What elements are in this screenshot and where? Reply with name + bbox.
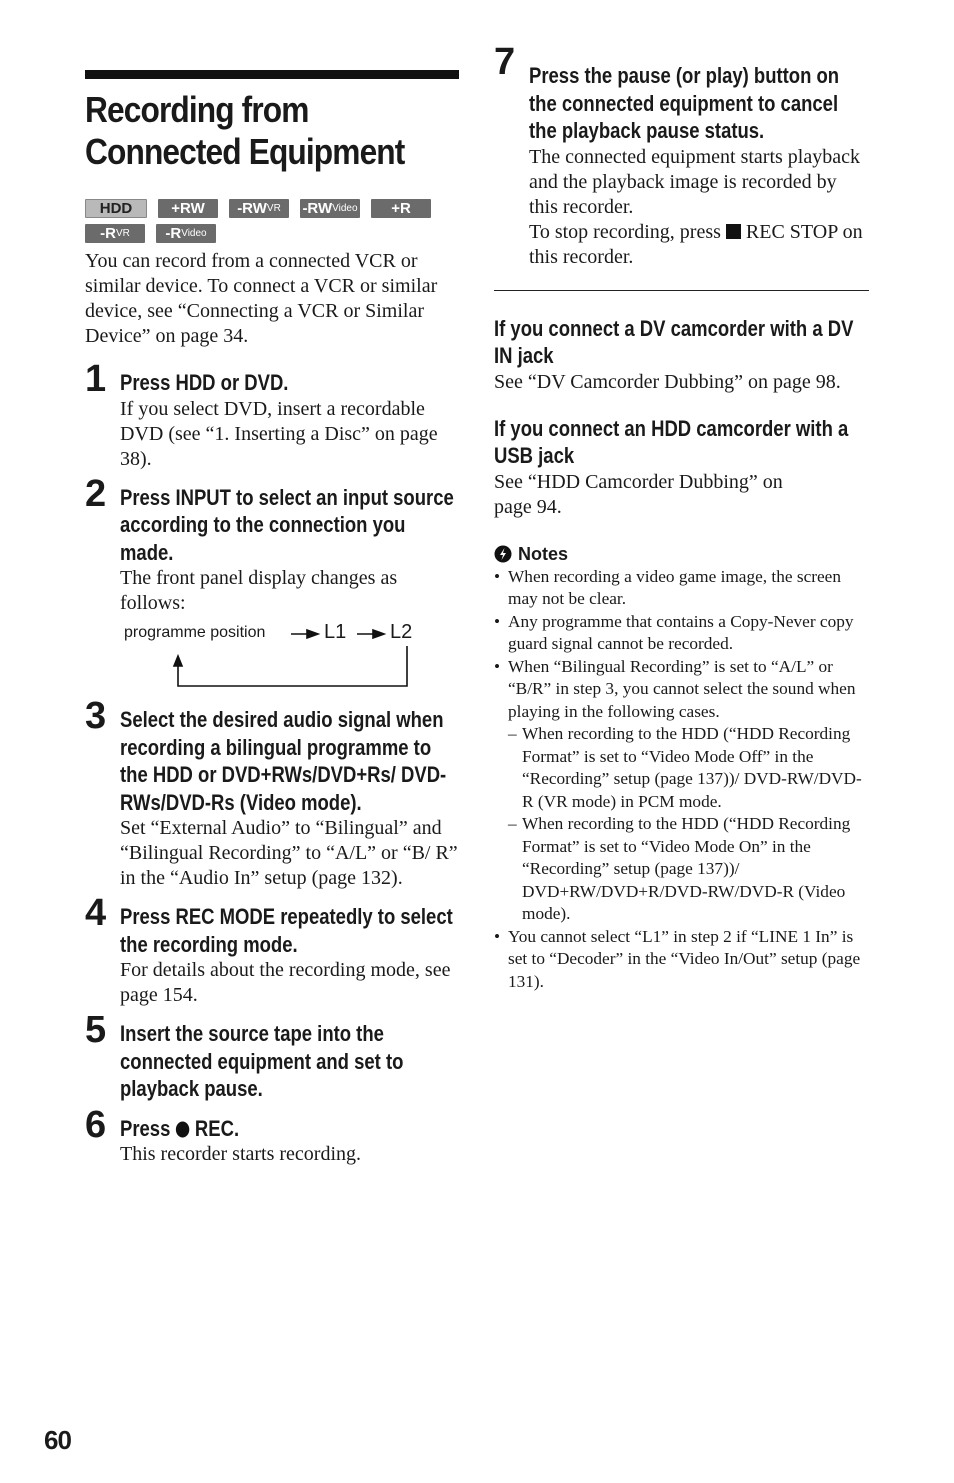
page-title: Recording from Connected Equipment	[85, 89, 405, 172]
diagram-l1: L1	[324, 621, 347, 643]
step-text-stop: To stop recording, press REC STOP on this recorder.	[529, 220, 863, 268]
step-number: 7	[494, 41, 516, 83]
step-text: If you select DVD, insert a recordable DVD (see “1. Inserting a Disc” on page 38).	[120, 397, 438, 470]
step-3	[85, 695, 459, 891]
note-sublist	[508, 723, 869, 926]
title-rule	[85, 70, 459, 79]
step-number: 6	[85, 1103, 107, 1146]
step-heading: Press the pause (or play) button on the connected equipment to cancel the playback pause status.	[529, 63, 840, 143]
badge-plus-rw: +RW	[158, 199, 218, 218]
right-column	[494, 41, 869, 993]
notes-heading: Notes	[494, 542, 869, 566]
step-4	[85, 892, 459, 1008]
left-column	[85, 70, 459, 1167]
step-heading: Press HDD or DVD.	[120, 370, 289, 395]
note-item: • When “Bilingual Recording” is set to “A/L” or “B/R” in step 3, you cannot select the sound when playing in the following cases. – When recording to the HDD (“HDD Recording Format” is set to “Video Mode Off” in the “Recording” setup (page 137))/ DVD-RW/DVD-R (VR mode) in PCM mode. – When recording to the HDD (“HDD Recording Format” is set to “Video Mode On” in the “Recording” setup (page 137))/ DVD+RW/DVD+R/DVD-RW/DVD-R (Video mode).	[494, 656, 869, 926]
step-7	[494, 41, 869, 270]
step-1	[85, 358, 459, 472]
note-subitem: – When recording to the HDD (“HDD Recording Format” is set to “Video Mode On” in the “Recording” setup (page 137))/ DVD+RW/DVD+R/DVD-RW/DVD-R (Video mode).	[508, 814, 851, 923]
disc-badges	[85, 199, 445, 243]
stop-square-icon	[726, 224, 741, 239]
step-text: Set “External Audio” to “Bilingual” and “Bilingual Recording” to “A/L” or “B/ R” in the “Audio In” setup (page 132).	[120, 817, 458, 889]
input-cycle-diagram	[124, 621, 459, 694]
note-item: • When recording a video game image, the screen may not be clear.	[494, 566, 841, 608]
diagram-l2: L2	[390, 621, 413, 643]
step-heading: Press REC.	[120, 1115, 240, 1141]
badge-minus-rw-vr: -RW VR	[229, 199, 289, 218]
step-6	[85, 1103, 459, 1168]
step-heading: Insert the source tape into the connected equipment and set to playback pause.	[120, 1021, 404, 1101]
note-item: • You cannot select “L1” in step 2 if “LINE 1 In” is set to “Decoder” in the “Video In/Out” setup (page 131).	[494, 926, 861, 991]
step-number: 5	[85, 1009, 107, 1051]
badge-plus-r: +R	[371, 199, 431, 218]
step-5	[85, 1009, 459, 1103]
intro-text: You can record from a connected VCR or similar device. To connect a VCR or similar device, see “Connecting a VCR or Similar Device” on page 34.	[85, 250, 438, 347]
notes-list	[494, 566, 869, 994]
section-divider	[494, 290, 869, 291]
usb-heading: If you connect an HDD camcorder with a USB jack	[494, 415, 849, 468]
step-number: 4	[85, 892, 107, 934]
step-number: 2	[85, 472, 107, 515]
dv-text: See “DV Camcorder Dubbing” on page 98.	[494, 370, 841, 393]
step-heading: Press REC MODE repeatedly to select the recording mode.	[120, 904, 453, 957]
step-heading: Select the desired audio signal when recording a bilingual programme to the HDD or DVD+RWs/DVD+Rs/ DVD-RWs/DVD-Rs (Video mode).	[120, 707, 447, 815]
diagram-programme-position: programme position	[124, 624, 266, 641]
page-number: 60	[44, 1425, 71, 1455]
note-item: • Any programme that contains a Copy-Never copy guard signal cannot be recorded.	[494, 611, 854, 653]
usb-text: See “HDD Camcorder Dubbing” on page 94.	[494, 470, 783, 518]
badge-hdd: HDD	[85, 199, 147, 218]
step-text: The front panel display changes as follows:	[120, 567, 398, 614]
step-number: 1	[85, 358, 107, 400]
step-text: For details about the recording mode, see page 154.	[120, 959, 451, 1006]
step-heading: Press INPUT to select an input source according to the connection you made.	[120, 484, 454, 565]
dv-heading: If you connect a DV camcorder with a DV IN jack	[494, 315, 854, 368]
step-text: This recorder starts recording.	[120, 1143, 362, 1165]
step-text: The connected equipment starts playback and the playback image is recorded by this recorder.	[529, 145, 860, 218]
badge-minus-rw-video: -RW Video	[300, 199, 360, 218]
badge-minus-r-vr: -R VR	[85, 224, 145, 243]
notes-icon	[494, 545, 512, 563]
step-number: 3	[85, 695, 107, 737]
note-subitem: – When recording to the HDD (“HDD Recording Format” is set to “Video Mode Off” in the “Recording” setup (page 137))/ DVD-RW/DVD-R (VR mode) in PCM mode.	[508, 724, 862, 811]
diagram-arrows	[124, 624, 424, 694]
step-2	[85, 472, 459, 695]
record-circle-icon	[176, 1121, 190, 1138]
badge-minus-r-video: -R Video	[156, 224, 216, 243]
